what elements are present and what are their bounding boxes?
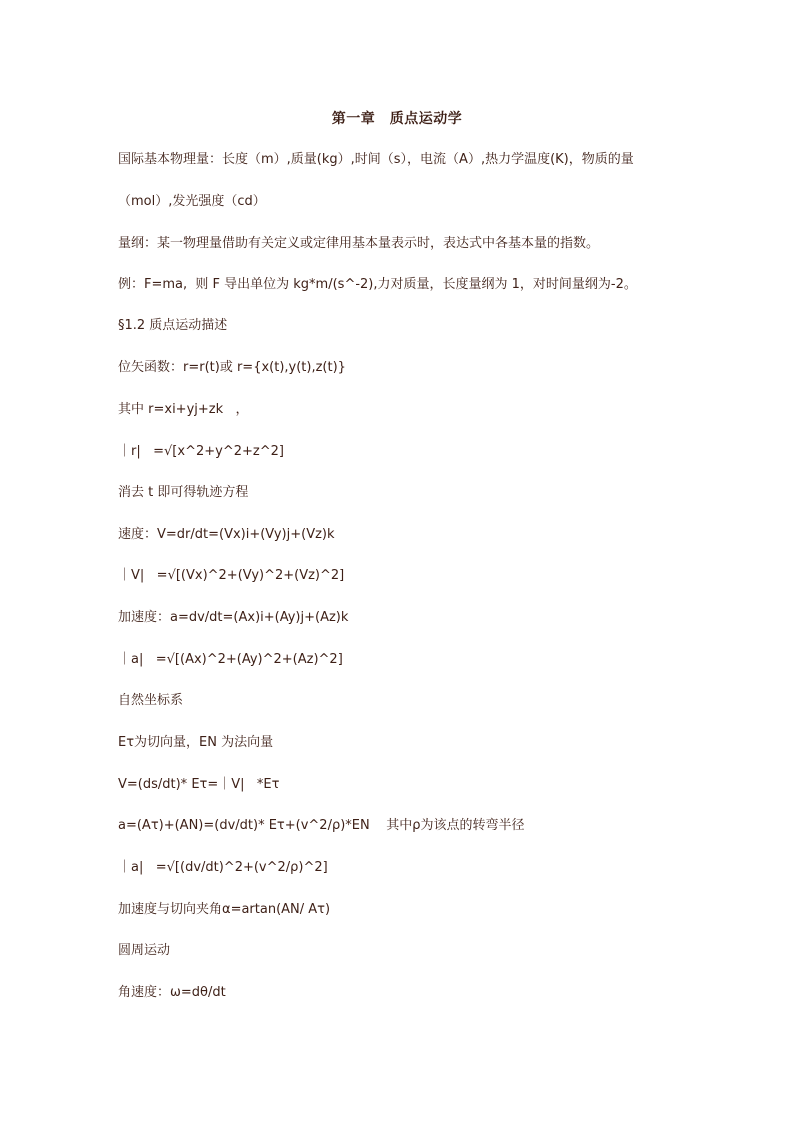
paragraph-trajectory: 消去 t 即可得轨迹方程 [118, 485, 249, 500]
equation-angular-velocity: 角速度：ω=dθ/dt [118, 985, 226, 1000]
equation-natural-velocity: V=(ds/dt)* Eτ=｜V| *Eτ [118, 777, 280, 792]
equation-acceleration-angle: 加速度与切向夹角α=artan(AN/ Aτ) [118, 902, 331, 917]
paragraph-circular-motion: 圆周运动 [118, 943, 171, 958]
equation-position-magnitude: ｜r| =√[x^2+y^2+z^2] [118, 444, 284, 459]
section-heading: §1.2 质点运动描述 [118, 318, 228, 333]
chapter-title: 第一章 质点运动学 [331, 111, 463, 127]
equation-acceleration-magnitude: ｜a| =√[(Ax)^2+(Ay)^2+(Az)^2] [118, 652, 343, 667]
equation-position-function: 位矢函数：r=r(t)或 r={x(t),y(t),z(t)} [118, 360, 346, 375]
paragraph-unit-vectors: Eτ为切向量，EN 为法向量 [118, 735, 274, 750]
equation-natural-acceleration-magnitude: ｜a| =√[(dv/dt)^2+(v^2/ρ)^2] [118, 860, 328, 875]
paragraph-base-quantities-cont: （mol）,发光强度（cd） [118, 194, 266, 209]
equation-position-vector: 其中 r=xi+yj+zk ， [118, 402, 249, 417]
paragraph-natural-coordinates: 自然坐标系 [118, 693, 184, 708]
equation-natural-acceleration: a=(Aτ)+(AN)=(dv/dt)* Eτ+(v^2/ρ)*EN 其中ρ为该点的转弯半径 [118, 818, 525, 833]
paragraph-dimension: 量纲：某一物理量借助有关定义或定律用基本量表示时，表达式中各基本量的指数。 [118, 236, 600, 251]
paragraph-example: 例：F=ma, 则 F 导出单位为 kg*m/(s^-2),力对质量，长度量纲为 1，对时间量纲为-2。 [118, 277, 637, 292]
equation-velocity: 速度：V=dr/dt=(Vx)i+(Vy)j+(Vz)k [118, 527, 335, 542]
equation-acceleration: 加速度：a=dv/dt=(Ax)i+(Ay)j+(Az)k [118, 610, 349, 625]
equation-velocity-magnitude: ｜V| =√[(Vx)^2+(Vy)^2+(Vz)^2] [118, 568, 345, 583]
paragraph-base-quantities: 国际基本物理量：长度（m）,质量(kg）,时间（s），电流（A）,热力学温度(K)，物质的量 [118, 152, 634, 167]
